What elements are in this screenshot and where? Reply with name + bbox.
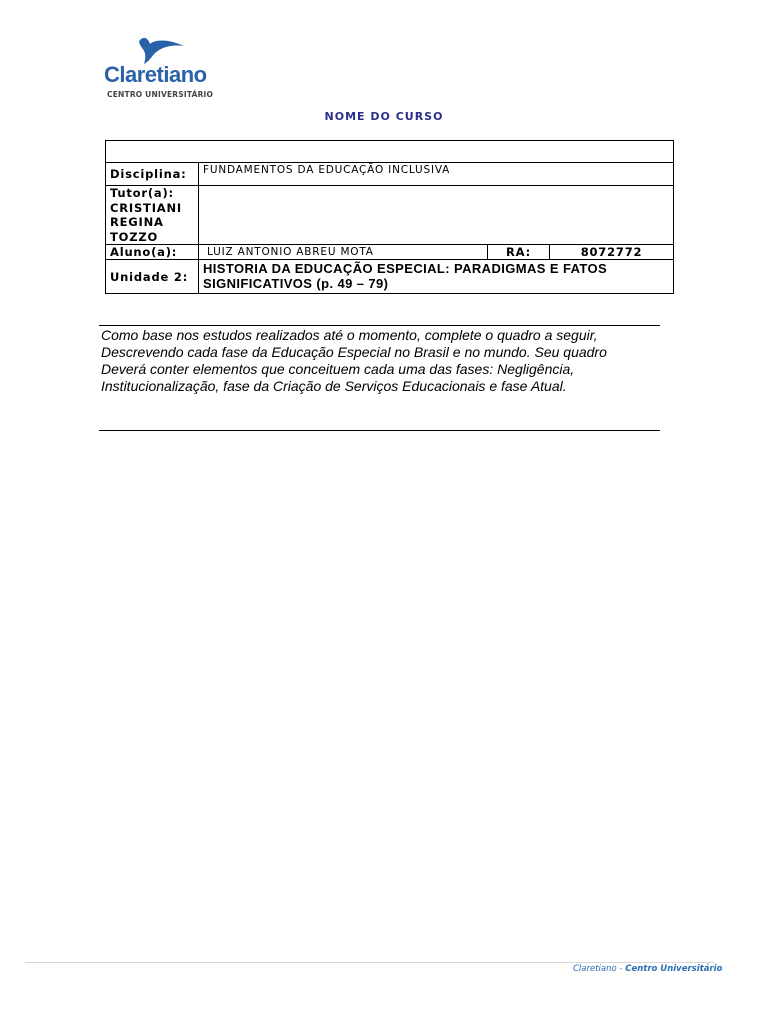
- unidade-label: Unidade 2:: [106, 260, 199, 294]
- info-table: [105, 140, 674, 294]
- tutor-label: Tutor(a):: [110, 186, 174, 200]
- tutor-row: [106, 186, 674, 245]
- footer-text: [573, 964, 722, 974]
- ra-label: RA:: [488, 245, 550, 260]
- instructions-line: Descrevendo cada fase da Educação Especial no Brasil e no mundo. Seu quadro: [101, 344, 607, 360]
- disciplina-value: FUNDAMENTOS DA EDUCAÇÃO INCLUSIVA: [199, 163, 674, 186]
- blank-cell: [106, 141, 674, 163]
- unidade-value: [199, 260, 674, 294]
- logo-wordmark: Claretiano: [104, 62, 207, 87]
- disciplina-label: Disciplina:: [106, 163, 199, 186]
- bottom-rule: [99, 430, 660, 431]
- table-header-row: [106, 141, 674, 163]
- top-rule: [99, 325, 660, 326]
- disciplina-row: [106, 163, 674, 186]
- logo-subtitle: CENTRO UNIVERSITÁRIO: [107, 90, 214, 99]
- unidade-value-line: HISTORIA DA EDUCAÇÃO ESPECIAL: PARADIGMAS E FATOS: [203, 261, 608, 276]
- unidade-row: [106, 260, 674, 294]
- instructions-paragraph: [101, 327, 661, 395]
- aluno-value: LUIZ ANTONIO ABREU MOTA: [199, 245, 488, 260]
- tutor-cell: [106, 186, 199, 245]
- footer-divider: [25, 962, 715, 963]
- footer-label: Centro Universitário: [625, 964, 723, 974]
- aluno-row: [106, 245, 674, 260]
- claretiano-logo: [104, 36, 214, 106]
- unidade-value-line: SIGNIFICATIVOS (p. 49 – 79): [203, 276, 389, 291]
- instructions-line: Como base nos estudos realizados até o momento, complete o quadro a seguir,: [101, 327, 598, 343]
- instructions-line: Deverá conter elementos que conceituem cada uma das fases: Negligência,: [101, 361, 575, 377]
- footer-brand: Claretiano -: [573, 964, 623, 974]
- tutor-value: [199, 186, 674, 245]
- course-title: NOME DO CURSO: [324, 110, 444, 123]
- tutor-name-line: REGINA: [110, 215, 164, 229]
- tutor-name-line: CRISTIANI: [110, 200, 182, 215]
- tutor-name-line: TOZZO: [110, 229, 159, 244]
- ra-value: 8072772: [550, 245, 674, 260]
- aluno-label: Aluno(a):: [106, 245, 199, 260]
- instructions-line: Institucionalização, fase da Criação de Serviços Educacionais e fase Atual.: [101, 378, 567, 394]
